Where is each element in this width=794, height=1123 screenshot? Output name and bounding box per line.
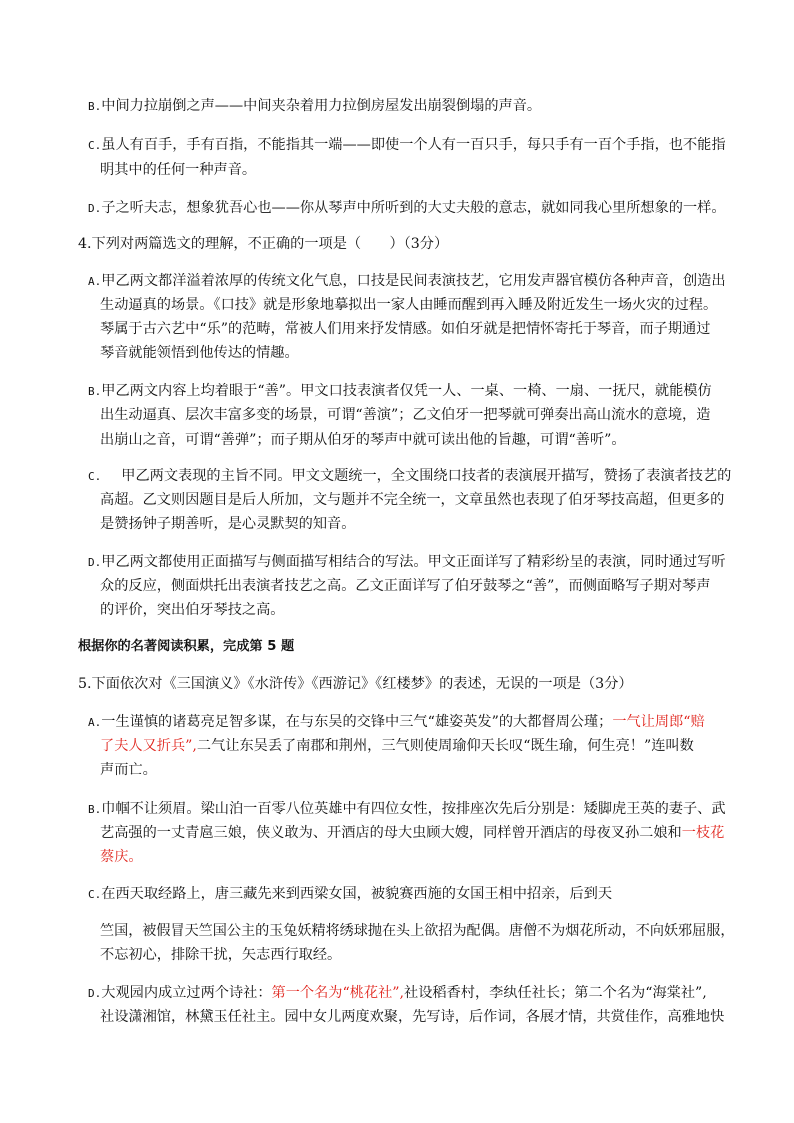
option-label: A. — [88, 275, 102, 288]
q5-option-b — [88, 800, 726, 819]
option-text: 甲乙两文表现的主旨不同。甲文文题统一，全文围绕口技者的表演展开描写，赞扬了表演者技艺的 — [121, 468, 732, 484]
option-text: 艺高强的一丈青扈三娘，侠义敢为、开酒店的母大虫顾大嫂，同样曾开酒店的母夜叉孙二娘和 — [100, 825, 682, 841]
q4-option-c-line3: 是赞扬钟子期善听，是心灵默契的知音。 — [100, 516, 356, 532]
q5-option-c-line3: 不忘初心，排除干扰，矢志西行取经。 — [100, 947, 342, 963]
q5-option-c — [88, 885, 612, 904]
highlighted-text: 第一个名为“桃花社”, — [271, 985, 405, 1001]
q4-stem: 4.下列对两篇选文的理解，不正确的一项是（ ）（3分） — [78, 236, 449, 252]
option-label: C. — [88, 139, 102, 152]
q5-option-a-line3: 声而亡。 — [100, 762, 157, 778]
q4-option-b-line3: 出崩山之音，可谓“善弹”；而子期从伯牙的琴声中就可读出他的旨趣，可谓“善听”。 — [100, 432, 626, 448]
q4-option-a-line2: 生动逼真的场景。《口技》就是形象地摹拟出一家人由睡而醒到再入睡及附近发生一场火灾的过程。 — [100, 297, 718, 313]
q4-option-a-line4: 琴音就能领悟到他传达的情趣。 — [100, 345, 299, 361]
q4-option-c — [88, 467, 731, 486]
option-text: 社设稻香村，李纨任社长；第二个名为“海棠社”, — [404, 985, 707, 1001]
option-label: D. — [88, 202, 102, 215]
q4-option-a-line3: 琴属于古六艺中“乐”的范畴，常被人们用来抒发情感。如伯牙就是把情怀寄托于琴音，而子期通过 — [100, 321, 711, 337]
q4-option-c-line2: 高超。乙文则因题目是后人所加，文与题并不完全统一，文章虽然也表现了伯牙琴技高超，但更多的 — [100, 492, 725, 508]
q4-option-b — [88, 382, 712, 401]
option-label: B. — [88, 100, 102, 113]
option-text: 甲乙两文内容上均着眼于“善”。甲文口技表演者仅凭一人、一桌、一椅、一扇、一抚尺，就能模仿 — [101, 383, 712, 399]
option-text: 二气让东吴丢了南郡和荆州，三气则使周瑜仰天长叹“既生瑜，何生亮！”连叫数 — [196, 738, 694, 754]
highlighted-text: 一气让周郎“赔 — [612, 714, 705, 730]
q5-option-a-line2 — [100, 737, 694, 755]
option-text: 在西天取经路上，唐三藏先来到西梁女国，被貌赛西施的女国王相中招亲，后到天 — [101, 886, 613, 902]
option-text: 中间力拉崩倒之声——中间夹杂着用力拉倒房屋发出崩裂倒塌的声音。 — [101, 98, 542, 114]
option-label: A. — [88, 716, 102, 729]
option-label: B. — [88, 385, 102, 398]
q4-option-a — [88, 272, 726, 291]
q4-option-d — [88, 553, 726, 572]
q4-option-d-line2: 众的反应，侧面烘托出表演者技艺之高。乙文正面详写了伯牙鼓琴之“善”，而侧面略写子期对琴声 — [100, 578, 711, 594]
option-text: 巾帼不让须眉。梁山泊一百零八位英雄中有四位女性，按排座次先后分别是：矮脚虎王英的妻子、武 — [101, 801, 726, 817]
option-text: 甲乙两文都洋溢着浓厚的传统文化气息，口技是民间表演技艺，它用发声器官模仿各种声音，创造出 — [101, 273, 726, 289]
option-label: D. — [88, 987, 102, 1000]
q5-option-d — [88, 984, 707, 1003]
q3-option-d — [88, 199, 726, 218]
highlighted-text: 一枝花 — [681, 825, 725, 841]
q5-option-c-line2: 竺国，被假冒天竺国公主的玉兔妖精将绣球抛在头上欲招为配偶。唐僧不为烟花所动，不向妖邪屈服， — [100, 923, 735, 939]
option-text: 甲乙两文都使用正面描写与侧面描写相结合的写法。甲文正面详写了精彩纷呈的表演，同时通过写听 — [101, 554, 726, 570]
option-label: B. — [88, 803, 102, 816]
q3-option-b — [88, 97, 541, 116]
q3-option-c-line2: 明其中的任何一种声音。 — [100, 162, 257, 178]
q5-option-b-line3: 蔡庆。 — [100, 849, 143, 865]
option-label: D. — [88, 556, 102, 569]
option-label: C. — [88, 888, 102, 901]
q3-option-c — [88, 136, 726, 155]
q4-option-b-line2: 出生动逼真、层次丰富多变的场景，可谓“善演”；乙文伯牙一把琴就可弹奏出高山流水的意境，造 — [100, 407, 711, 423]
q5-stem: 5.下面依次对《三国演义》《水浒传》《西游记》《红楼梦》的表述，无误的一项是（3分） — [78, 676, 633, 692]
q5-option-b-line2 — [100, 824, 724, 842]
option-text: 一生谨慎的诸葛亮足智多谋，在与东吴的交锋中三气“雄姿英发”的大都督周公瑾； — [101, 714, 613, 730]
option-text: 虽人有百手，手有百指，不能指其一端——即使一个人有一百只手，每只手有一百个手指，也不能指 — [101, 137, 726, 153]
option-text: 大观园内成立过两个诗社： — [101, 985, 272, 1001]
option-text: 子之听夫志，想象犹吾心也——你从琴声中所听到的大丈夫般的意志，就如同我心里所想象的一样。 — [101, 200, 726, 216]
section-heading: 根据你的名著阅读积累，完成第 5 题 — [78, 639, 295, 654]
option-label: C. — [88, 470, 102, 483]
q5-option-d-line2: 社设潇湘馆，林黛玉任社主。园中女儿两度欢聚，先写诗，后作词，各展才情，共赏佳作，高雅地快 — [100, 1009, 725, 1025]
q4-option-d-line3: 的评价，突出伯牙琴技之高。 — [100, 602, 285, 618]
q5-option-a — [88, 713, 705, 732]
highlighted-text: 了夫人又折兵”, — [100, 738, 197, 754]
